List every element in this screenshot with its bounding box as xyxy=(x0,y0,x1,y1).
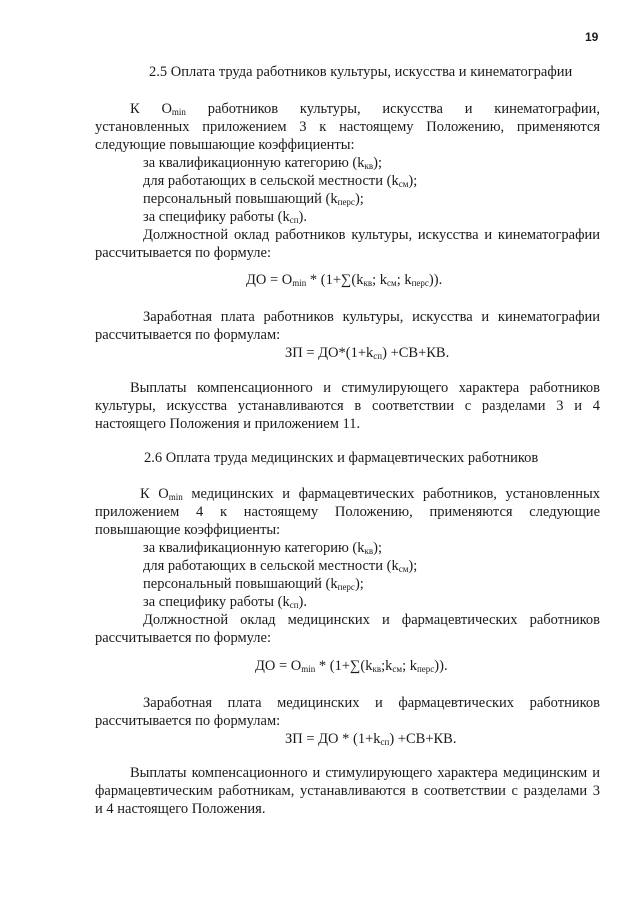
section-2-5-formula-zp: ЗП = $ДО*(1+k_{сп}) +СВ+КВ$. xyxy=(285,345,450,361)
section-2-6-payments-line2: фармацевтическим работникам, устанавливаются в соответствии с разделами 3 xyxy=(95,783,600,799)
section-2-5-intro-line1: К $О_{min}$ работников культуры, искусства и кинематографии, xyxy=(130,101,600,117)
section-2-5-coef-4: за специфику работы $(k_{сп})$. xyxy=(143,209,307,225)
section-2-6-salary-line2: рассчитывается по формуле: xyxy=(95,630,271,646)
section-2-6-coef-2: для работающих в сельской местности $(k_{см})$; xyxy=(143,558,418,574)
section-2-5-salary-line2: рассчитывается по формуле: xyxy=(95,245,271,261)
section-2-6-wage-line1: Заработная плата медицинских и фармацевтических работников xyxy=(143,695,600,711)
section-2-5-payments-line1: Выплаты компенсационного и стимулирующего характера работников xyxy=(130,380,600,396)
section-2-5-wage-line1: Заработная плата работников культуры, искусства и кинематографии xyxy=(143,309,600,325)
section-2-5-payments-line2: культуры, искусства устанавливаются в соответствии с разделами 3 и 4 xyxy=(95,398,600,414)
section-2-5-heading: 2.5 Оплата труда работников культуры, искусства и кинематографии xyxy=(149,64,573,80)
section-2-6-coef-4: за специфику работы $(k_{сп})$. xyxy=(143,594,307,610)
section-2-5-wage-line2: рассчитывается по формулам: xyxy=(95,327,281,343)
section-2-6-intro-line1: К $О_{min}$ медицинских и фармацевтических работников, установленных xyxy=(140,486,600,502)
section-2-5-coef-3: персональный повышающий $(k_{перс})$; xyxy=(143,191,364,207)
section-2-5-intro-line3: следующие повышающие коэффициенты: xyxy=(95,137,355,153)
section-2-5-coef-2: для работающих в сельской местности $(k_{см})$; xyxy=(143,173,418,189)
section-2-5-intro-line2: установленных приложением 3 к настоящему Положению, применяются xyxy=(95,119,600,135)
page-number: 19 xyxy=(585,30,599,44)
section-2-5-salary-line1: Должностной оклад работников культуры, искусства и кинематографии xyxy=(143,227,600,243)
section-2-5-formula-do: ДО = $О_{min} * (1+\sum(k_{кв}$; $k_{см}$; $k_{перс}$)). xyxy=(246,272,443,288)
section-2-5-payments-line3: настоящего Положения и приложением 11. xyxy=(95,416,361,432)
section-2-6-coef-3: персональный повышающий $(k_{перс})$; xyxy=(143,576,364,592)
section-2-6-payments-line3: и 4 настоящего Положения. xyxy=(95,801,266,817)
section-2-6-formula-zp: ЗП = ДО * $(1+k_{сп}) +СВ+КВ$. xyxy=(285,731,457,747)
section-2-6-coef-1: за квалификационную категорию $(k_{кв})$; xyxy=(143,540,382,556)
section-2-6-wage-line2: рассчитывается по формулам: xyxy=(95,713,281,729)
section-2-6-payments-line1: Выплаты компенсационного и стимулирующего характера медицинским и xyxy=(130,765,600,781)
section-2-6-intro-line3: повышающие коэффициенты: xyxy=(95,522,281,538)
section-2-6-intro-line2: приложением 4 к настоящему Положению, применяются следующие xyxy=(95,504,600,520)
section-2-6-salary-line1: Должностной оклад медицинских и фармацевтических работников xyxy=(143,612,600,628)
section-2-5-coef-1: за квалификационную категорию $(k_{кв})$; xyxy=(143,155,382,171)
section-2-6-heading: 2.6 Оплата труда медицинских и фармацевтических работников xyxy=(144,450,539,466)
section-2-6-formula-do: ДО = $О_{min}$ * ($1+\sum(k_{кв};k_{см}$; $k_{перс}$)). xyxy=(255,658,448,674)
